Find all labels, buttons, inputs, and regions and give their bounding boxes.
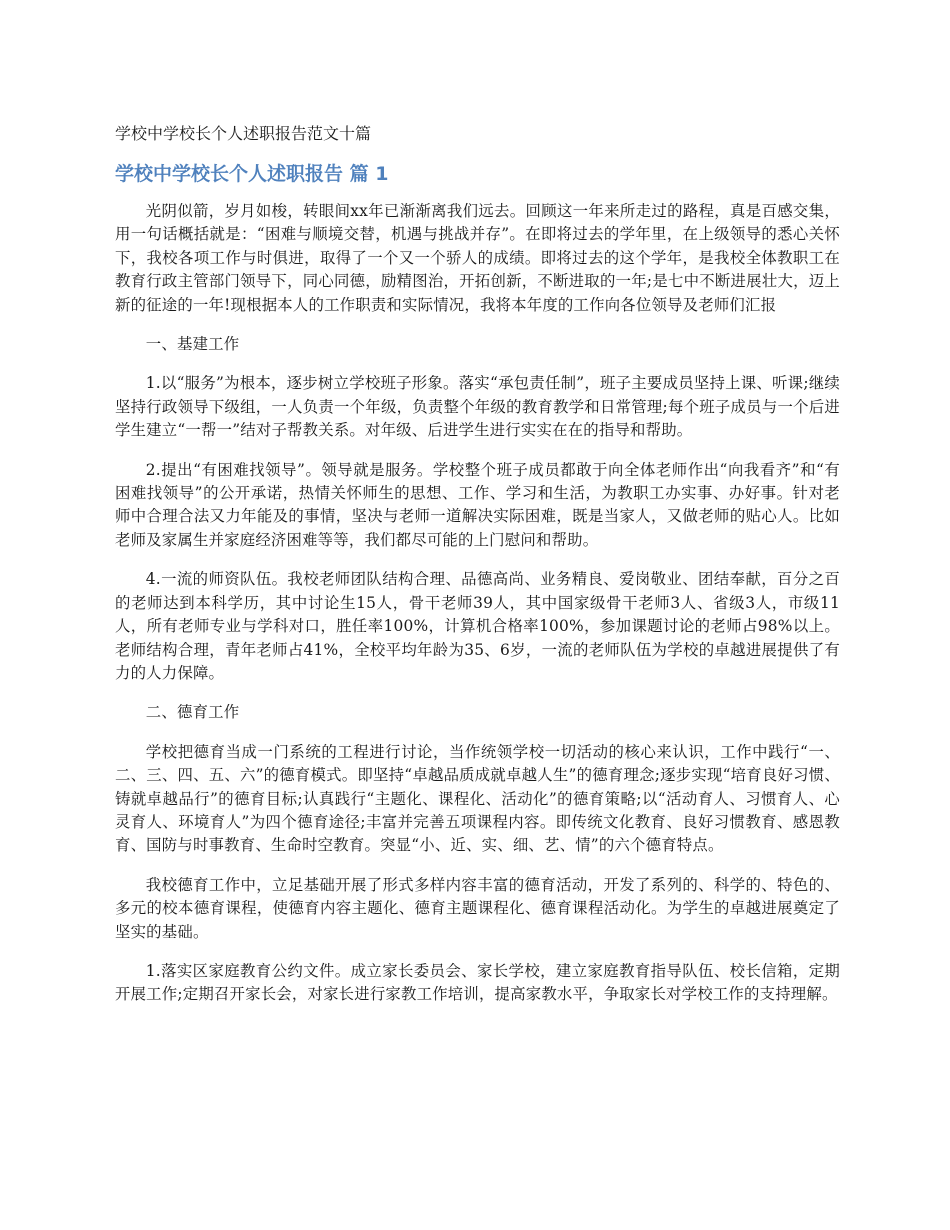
paragraph-family-education: 1.落实区家庭教育公约文件。成立家长委员会、家长学校，建立家庭教育指导队伍、校长信箱，定期开展工作;定期召开家长会，对家长进行家教工作培训，提高家教水平，争取家长对学校工作的支持理解。 (115, 961, 840, 1004)
paragraph-moral-activities: 我校德育工作中，立足基础开展了形式多样内容丰富的德育活动，开发了系列的、科学的、特色的、多元的校本德育课程，使德育内容主题化、德育主题课程化、德育课程活动化。为学生的卓越进展奠定了坚实的基础。 (115, 875, 840, 941)
document-title: 学校中学校长个人述职报告范文十篇 (115, 124, 372, 143)
section-heading: 学校中学校长个人述职报告 篇 1 (115, 163, 389, 185)
paragraph-item-2: 2.提出“有困难找领导”。领导就是服务。学校整个班子成员都敢于向全体老师作出“向我看齐”和“有困难找领导”的公开承诺，热情关怀师生的思想、工作、学习和生活，为教职工办实事、办好事。针对老师中合理合法又力年能及的事情，坚决与老师一道解决实际困难，既是当家人，又做老师的贴心人。比如老师及家属生并家庭经济困难等等，我们都尽可能的上门慰问和帮助。 (115, 460, 840, 549)
paragraph-item-4: 4.一流的师资队伍。我校老师团队结构合理、品德高尚、业务精良、爱岗敬业、团结奉献，百分之百的老师达到本科学历，其中讨论生15人，骨干老师39人，其中国家级骨干老师3人、省级3人，市级11人，所有老师专业与学科对口，胜任率100%，计算机合格率100%，参加课题讨论的老师占98%以上。老师结构合理，青年老师占41%，全校平均年龄为35、6岁，一流的老师队伍为学校的卓越进展提供了有力的人力保障。 (115, 570, 840, 682)
document-page (115, 122, 840, 1023)
subheading-moral-education: 二、德育工作 (145, 703, 240, 722)
subheading-infrastructure: 一、基建工作 (145, 335, 240, 354)
paragraph-intro: 光阴似箭，岁月如梭，转眼间xx年已渐渐离我们远去。回顾这一年来所走过的路程，真是百感交集，用一句话概括就是：“困难与顺境交替，机遇与挑战并存”。在即将过去的学年里，在上级领导的悉心关怀下，我校各项工作与时俱进，取得了一个又一个骄人的成绩。即将过去的这个学年，是我校全体教职工在教育行政主管部门领导下，同心同德，励精图治，开拓创新，不断进取的一年;是七中不断进展壮大，迈上新的征途的一年!现根据本人的工作职责和实际情况，我将本年度的工作向各位领导及老师们汇报 (115, 202, 840, 314)
paragraph-item-1: 1.以“服务”为根本，逐步树立学校班子形象。落实“承包责任制”，班子主要成员坚持上课、听课;继续坚持行政领导下级组，一人负责一个年级，负责整个年级的教育教学和日常管理;每个班子成员与一个后进学生建立“一帮一”结对子帮教关系。对年级、后进学生进行实实在在的指导和帮助。 (115, 374, 840, 440)
paragraph-moral-model: 学校把德育当成一门系统的工程进行讨论，当作统领学校一切活动的核心来认识，工作中践行“一、二、三、四、五、六”的德育模式。即坚持“卓越品质成就卓越人生”的德育理念;逐步实现“培育良好习惯、铸就卓越品行”的德育目标;认真践行“主题化、课程化、活动化”的德育策略;以“活动育人、习惯育人、心灵育人、环境育人”为四个德育途径;丰富并完善五项课程内容。即传统文化教育、良好习惯教育、感恩教育、国防与时事教育、生命时空教育。突显“小、近、实、细、艺、情”的六个德育特点。 (115, 742, 840, 855)
